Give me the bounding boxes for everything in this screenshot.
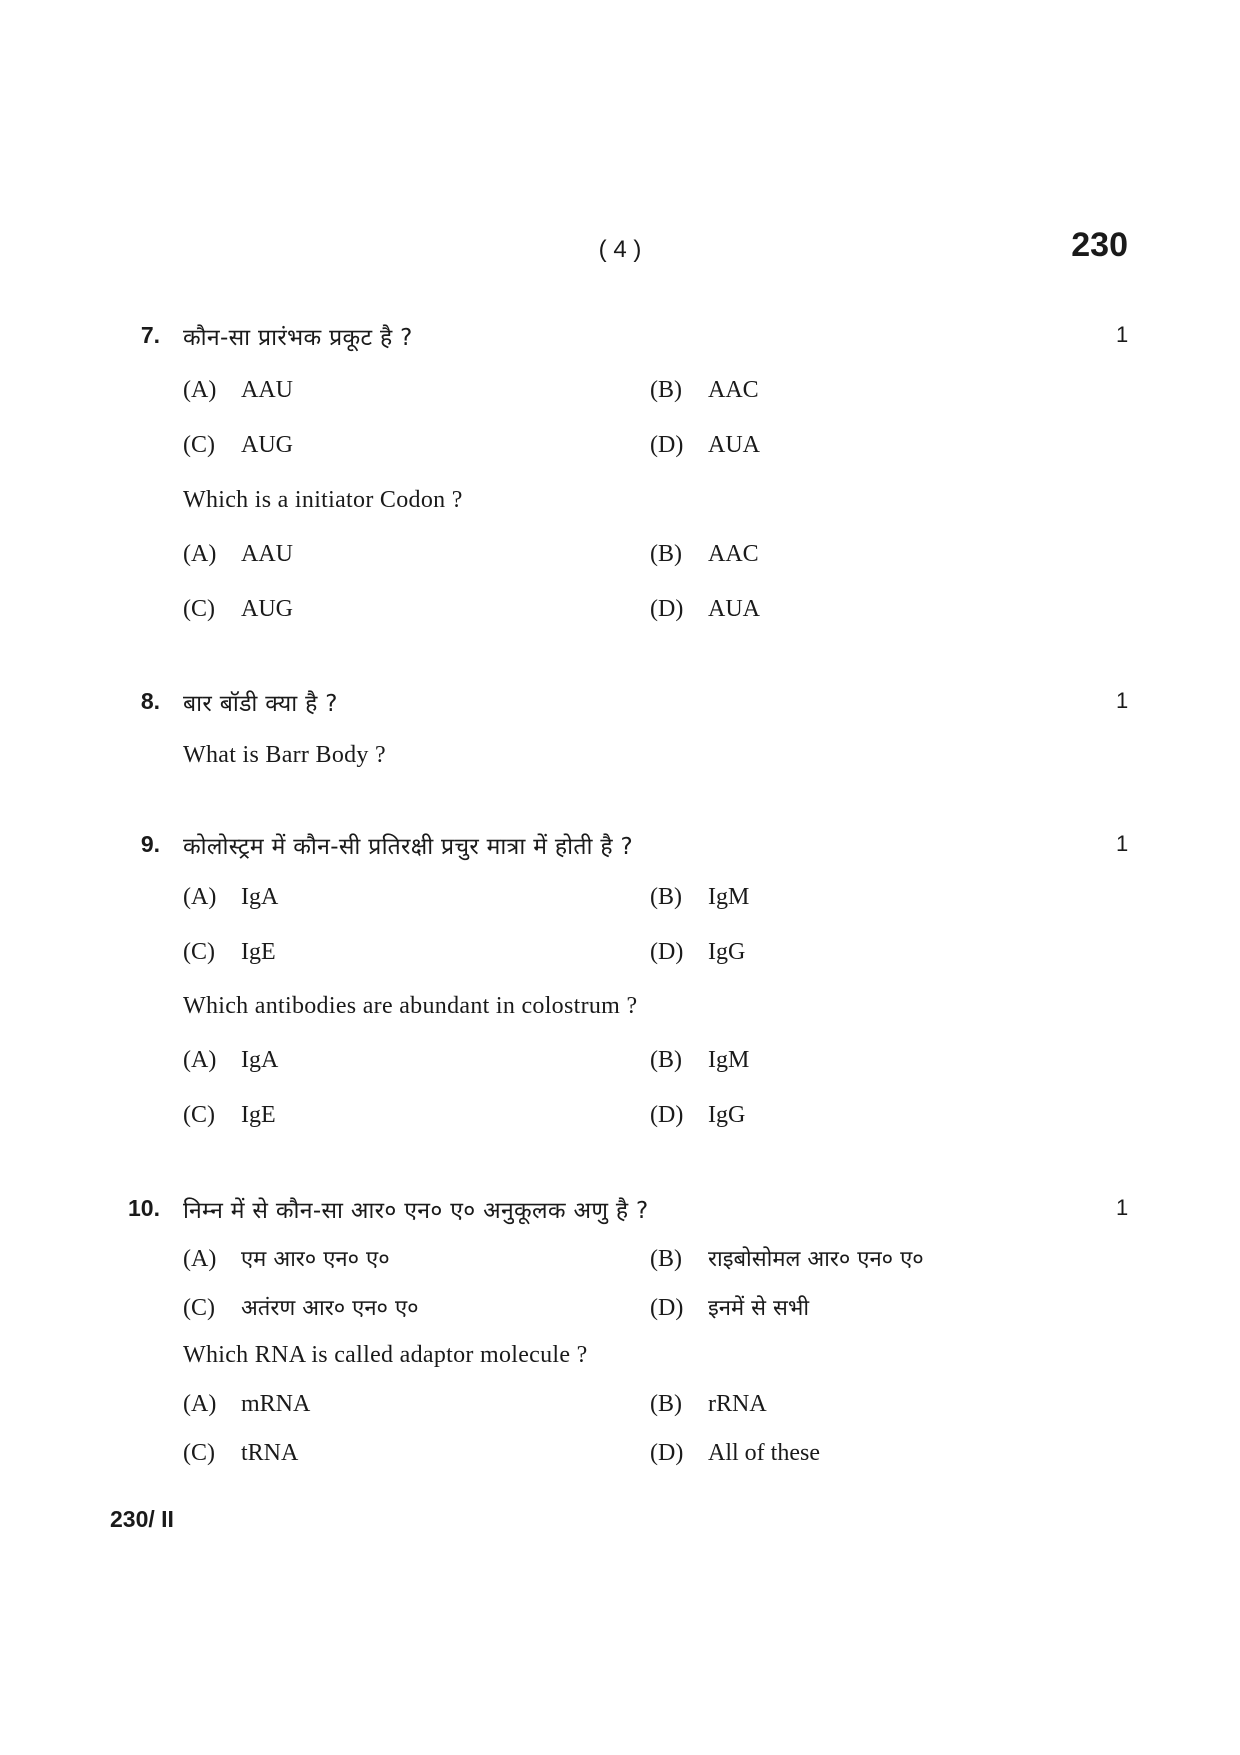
option-a-hindi: (A) IgA — [183, 884, 279, 910]
option-d-hindi: (D) AUA — [650, 432, 760, 458]
option-a-hindi: (A) एम आर० एन० ए० — [183, 1246, 390, 1272]
question-text-english: Which RNA is called adaptor molecule ? — [183, 1342, 588, 1368]
question-marks: 1 — [1116, 831, 1129, 856]
question-number: 8. — [140, 688, 160, 714]
option-c-english: (C) AUG — [183, 596, 293, 622]
option-d-english: (D) All of these — [650, 1440, 820, 1466]
option-b-english: (B) IgM — [650, 1047, 750, 1073]
question-text-hindi: कौन-सा प्रारंभक प्रकूट है ? — [183, 325, 413, 351]
paper-code-footer: 230/ II — [110, 1506, 174, 1532]
option-d-hindi: (D) इनमें से सभी — [650, 1295, 810, 1321]
option-a-english: (A) IgA — [183, 1047, 279, 1073]
option-b-english: (B) rRNA — [650, 1391, 767, 1417]
option-b-hindi: (B) राइबोसोमल आर० एन० ए० — [650, 1246, 924, 1272]
paper-code-header: 230 — [1071, 226, 1128, 264]
question-text-english: Which antibodies are abundant in colostrum ? — [183, 993, 638, 1019]
option-c-english: (C) IgE — [183, 1102, 276, 1128]
question-text-hindi: बार बॉडी क्या है ? — [183, 691, 338, 717]
option-c-english: (C) tRNA — [183, 1440, 299, 1466]
question-text-english: What is Barr Body ? — [183, 742, 386, 768]
option-c-hindi: (C) अतंरण आर० एन० ए० — [183, 1295, 419, 1321]
option-b-hindi: (B) IgM — [650, 884, 750, 910]
question-text-hindi: निम्न में से कौन-सा आर० एन० ए० अनुकूलक अणु है ? — [183, 1198, 649, 1224]
page-number: ( 4 ) — [598, 236, 642, 263]
option-c-hindi: (C) AUG — [183, 432, 293, 458]
option-a-english: (A) AAU — [183, 541, 293, 567]
question-marks: 1 — [1116, 1195, 1129, 1220]
option-d-hindi: (D) IgG — [650, 939, 746, 965]
question-text-hindi: कोलोस्ट्रम में कौन-सी प्रतिरक्षी प्रचुर मात्रा में होती है ? — [183, 834, 633, 860]
question-marks: 1 — [1116, 322, 1129, 347]
option-d-english: (D) IgG — [650, 1102, 746, 1128]
question-marks: 1 — [1116, 688, 1129, 713]
option-c-hindi: (C) IgE — [183, 939, 276, 965]
question-text-english: Which is a initiator Codon ? — [183, 487, 463, 513]
option-a-english: (A) mRNA — [183, 1391, 311, 1417]
question-number: 9. — [140, 831, 160, 857]
option-d-english: (D) AUA — [650, 596, 760, 622]
question-number: 7. — [140, 322, 160, 348]
question-number: 10. — [128, 1195, 160, 1221]
option-a-hindi: (A) AAU — [183, 377, 293, 403]
option-b-english: (B) AAC — [650, 541, 759, 567]
option-b-hindi: (B) AAC — [650, 377, 759, 403]
